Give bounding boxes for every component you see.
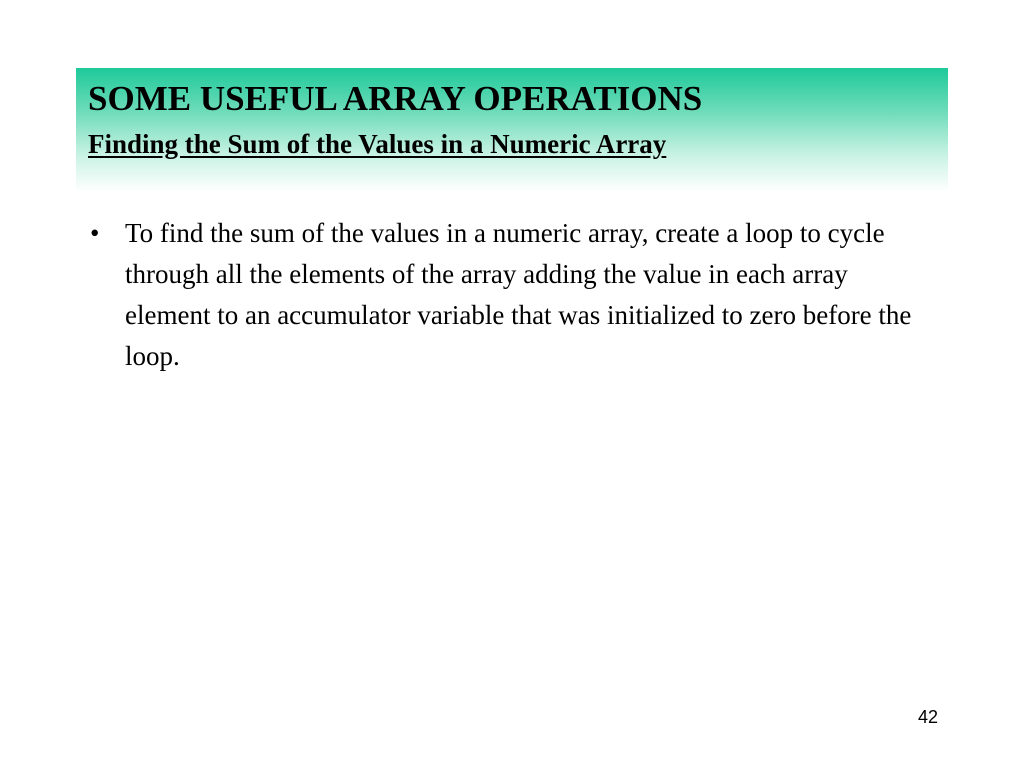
slide-subtitle: Finding the Sum of the Values in a Numeric Array	[88, 129, 667, 159]
slide-title: SOME USEFUL ARRAY OPERATIONS	[88, 79, 703, 118]
bullet-text: To find the sum of the values in a numeric array, create a loop to cycle through all the elements of the array adding the value in each array element to an accumulator variable that was initialized to zero before the loop.	[125, 218, 912, 371]
page-number: 42	[917, 707, 938, 727]
bullet-list	[88, 213, 938, 377]
bullet-marker: •	[90, 218, 100, 248]
bullet-item	[88, 213, 938, 377]
